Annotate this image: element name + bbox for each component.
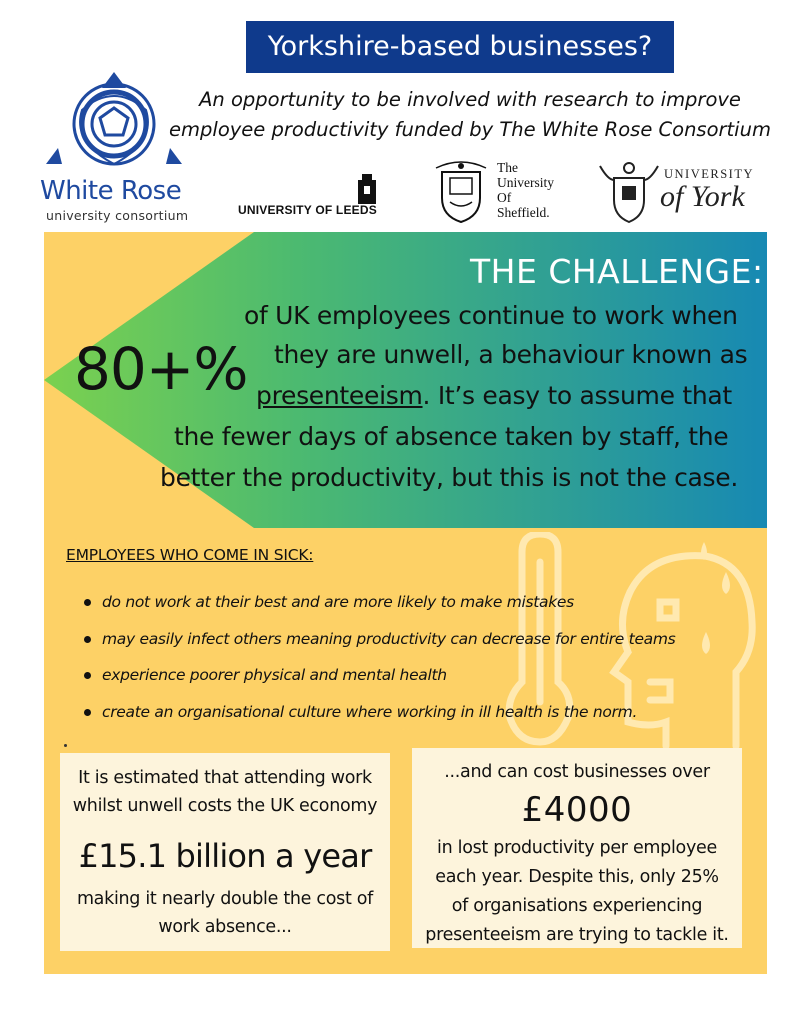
challenge-text-line: better the productivity, but this is not the case. (160, 463, 738, 492)
challenge-text-line: the fewer days of absence taken by staff, the (174, 422, 729, 451)
sheffield-name-line: The (497, 160, 518, 175)
challenge-text-fragment: . It’s easy to assume that (422, 381, 732, 410)
white-rose-logo (32, 72, 192, 230)
subtitle (160, 85, 780, 145)
business-cost-line: of organisations experiencing (451, 896, 703, 916)
subtitle-line: employee productivity funded by The White Rose Consortium (169, 118, 771, 141)
sheffield-name-line: Sheffield. (497, 205, 550, 220)
challenge-text-line: they are unwell, a behaviour known as (274, 340, 748, 369)
business-cost-line: presenteeism are trying to tackle it. (425, 925, 729, 945)
uk-cost-amount: £15.1 billion a year (78, 837, 372, 875)
york-crest-icon (598, 160, 660, 224)
list-item: do not work at their best and are more likely to make mistakes (82, 590, 762, 627)
challenge-text-line (256, 381, 732, 410)
challenge-text-line: of UK employees continue to work when (244, 301, 738, 330)
business-cost-intro: ...and can cost businesses over (444, 762, 710, 782)
leeds-name: UNIVERSITY OF LEEDS (238, 203, 377, 217)
sheffield-name-line: Of (497, 190, 512, 205)
list-item: may easily infect others meaning productivity can decrease for entire teams (82, 627, 762, 664)
list-item: experience poorer physical and mental health (82, 663, 762, 700)
business-cost-amount: £4000 (521, 790, 633, 830)
uk-cost-intro-line: whilst unwell costs the UK economy (72, 796, 378, 816)
stray-dot (64, 744, 67, 747)
business-cost-line: each year. Despite this, only 25% (435, 867, 719, 887)
york-name: of York (660, 180, 745, 213)
business-cost-details (412, 834, 742, 950)
leeds-tower-icon (352, 174, 382, 204)
sheffield-crest-icon (432, 158, 490, 224)
uk-cost-outro (60, 885, 390, 941)
sheffield-name-line: University (497, 175, 554, 190)
challenge-title: THE CHALLENGE: (470, 252, 764, 291)
page-title: Yorkshire-based businesses? (246, 21, 674, 73)
uk-cost-intro (60, 764, 390, 820)
subtitle-line: An opportunity to be involved with research to improve (199, 88, 741, 111)
presenteeism-term: presenteeism (256, 381, 423, 410)
stat-percentage: 80+% (74, 335, 248, 403)
uk-cost-intro-line: It is estimated that attending work (78, 768, 372, 788)
list-item: create an organisational culture where working in ill health is the norm. (82, 700, 762, 737)
white-rose-name: White Rose (40, 176, 182, 206)
business-cost-line: in lost productivity per employee (437, 838, 717, 858)
uk-cost-outro-line: making it nearly double the cost of (76, 889, 374, 909)
york-university-label: UNIVERSITY (664, 167, 754, 181)
uk-cost-outro-line: work absence... (158, 917, 292, 937)
sheffield-name (497, 160, 554, 220)
employees-list (82, 590, 762, 736)
white-rose-subtitle: university consortium (46, 208, 189, 223)
employees-heading: EMPLOYEES WHO COME IN SICK: (66, 546, 314, 564)
